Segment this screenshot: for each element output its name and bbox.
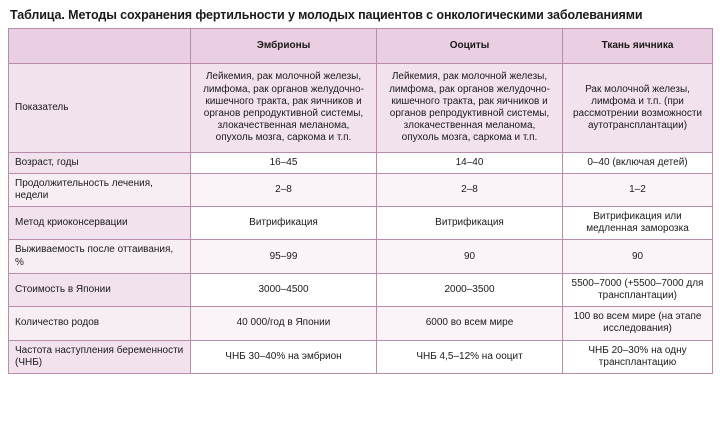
- row-header-cryo-method: Метод криоконсервации: [9, 207, 191, 240]
- cell-duration-ovarian-tissue: 1–2: [563, 173, 713, 206]
- row-header-survival: Выживаемость после оттаивания, %: [9, 240, 191, 273]
- row-header-cost: Стоимость в Японии: [9, 273, 191, 306]
- row-header-pregnancy-rate: Частота наступления беременности (ЧНБ): [9, 340, 191, 373]
- table-row: [9, 173, 713, 206]
- row-header-duration: Продолжительность лечения, недели: [9, 173, 191, 206]
- column-header-oocytes: Ооциты: [377, 29, 563, 64]
- cell-indication-ovarian-tissue: Рак молочной железы, лимфома и т.п. (при рассмотрении возможности аутотрансплантации): [563, 64, 713, 152]
- cell-cost-ovarian-tissue: 5500–7000 (+5500–7000 для трансплантации): [563, 273, 713, 306]
- table-header: [9, 29, 713, 64]
- row-header-indication: Показатель: [9, 64, 191, 152]
- cell-duration-embryos: 2–8: [191, 173, 377, 206]
- cell-cryo-method-oocytes: Витрификация: [377, 207, 563, 240]
- cell-survival-embryos: 95–99: [191, 240, 377, 273]
- table-row: [9, 152, 713, 173]
- cell-pregnancy-rate-embryos: ЧНБ 30–40% на эмбрион: [191, 340, 377, 373]
- cell-age-oocytes: 14–40: [377, 152, 563, 173]
- cell-indication-embryos: Лейкемия, рак молочной железы, лимфома, рак органов желудочно-кишечного тракта, рак яичников и органов репродуктивной системы, злокачественная меланома, опухоль мозга, саркома и т.п.: [191, 64, 377, 152]
- cell-age-embryos: 16–45: [191, 152, 377, 173]
- table-row: [9, 240, 713, 273]
- cell-survival-ovarian-tissue: 90: [563, 240, 713, 273]
- cell-cost-oocytes: 2000–3500: [377, 273, 563, 306]
- cell-births-embryos: 40 000/год в Японии: [191, 307, 377, 340]
- table-body: [9, 64, 713, 374]
- cell-pregnancy-rate-ovarian-tissue: ЧНБ 20–30% на одну трансплантацию: [563, 340, 713, 373]
- cell-cost-embryos: 3000–4500: [191, 273, 377, 306]
- row-header-age: Возраст, годы: [9, 152, 191, 173]
- cell-cryo-method-ovarian-tissue: Витрификация или медленная заморозка: [563, 207, 713, 240]
- table-row: [9, 307, 713, 340]
- column-header-embryos: Эмбрионы: [191, 29, 377, 64]
- table-row: [9, 207, 713, 240]
- table-header-row: [9, 29, 713, 64]
- cell-births-ovarian-tissue: 100 во всем мире (на этапе исследования): [563, 307, 713, 340]
- cell-cryo-method-embryos: Витрификация: [191, 207, 377, 240]
- cell-duration-oocytes: 2–8: [377, 173, 563, 206]
- table-row: [9, 64, 713, 152]
- cell-indication-oocytes: Лейкемия, рак молочной железы, лимфома, рак органов желудочно-кишечного тракта, рак яичников и органов репродуктивной системы, злокачественная меланома, опухоль мозга, саркома и т.п.: [377, 64, 563, 152]
- table-row: [9, 273, 713, 306]
- cell-age-ovarian-tissue: 0–40 (включая детей): [563, 152, 713, 173]
- page-title: Таблица. Методы сохранения фертильности у молодых пациентов с онкологическими заболеваниями: [10, 8, 643, 22]
- cell-births-oocytes: 6000 во всем мире: [377, 307, 563, 340]
- column-header-blank: [9, 29, 191, 64]
- cell-pregnancy-rate-oocytes: ЧНБ 4,5–12% на ооцит: [377, 340, 563, 373]
- table-row: [9, 340, 713, 373]
- cell-survival-oocytes: 90: [377, 240, 563, 273]
- column-header-ovarian-tissue: Ткань яичника: [563, 29, 713, 64]
- row-header-births: Количество родов: [9, 307, 191, 340]
- fertility-preservation-table: [8, 28, 713, 374]
